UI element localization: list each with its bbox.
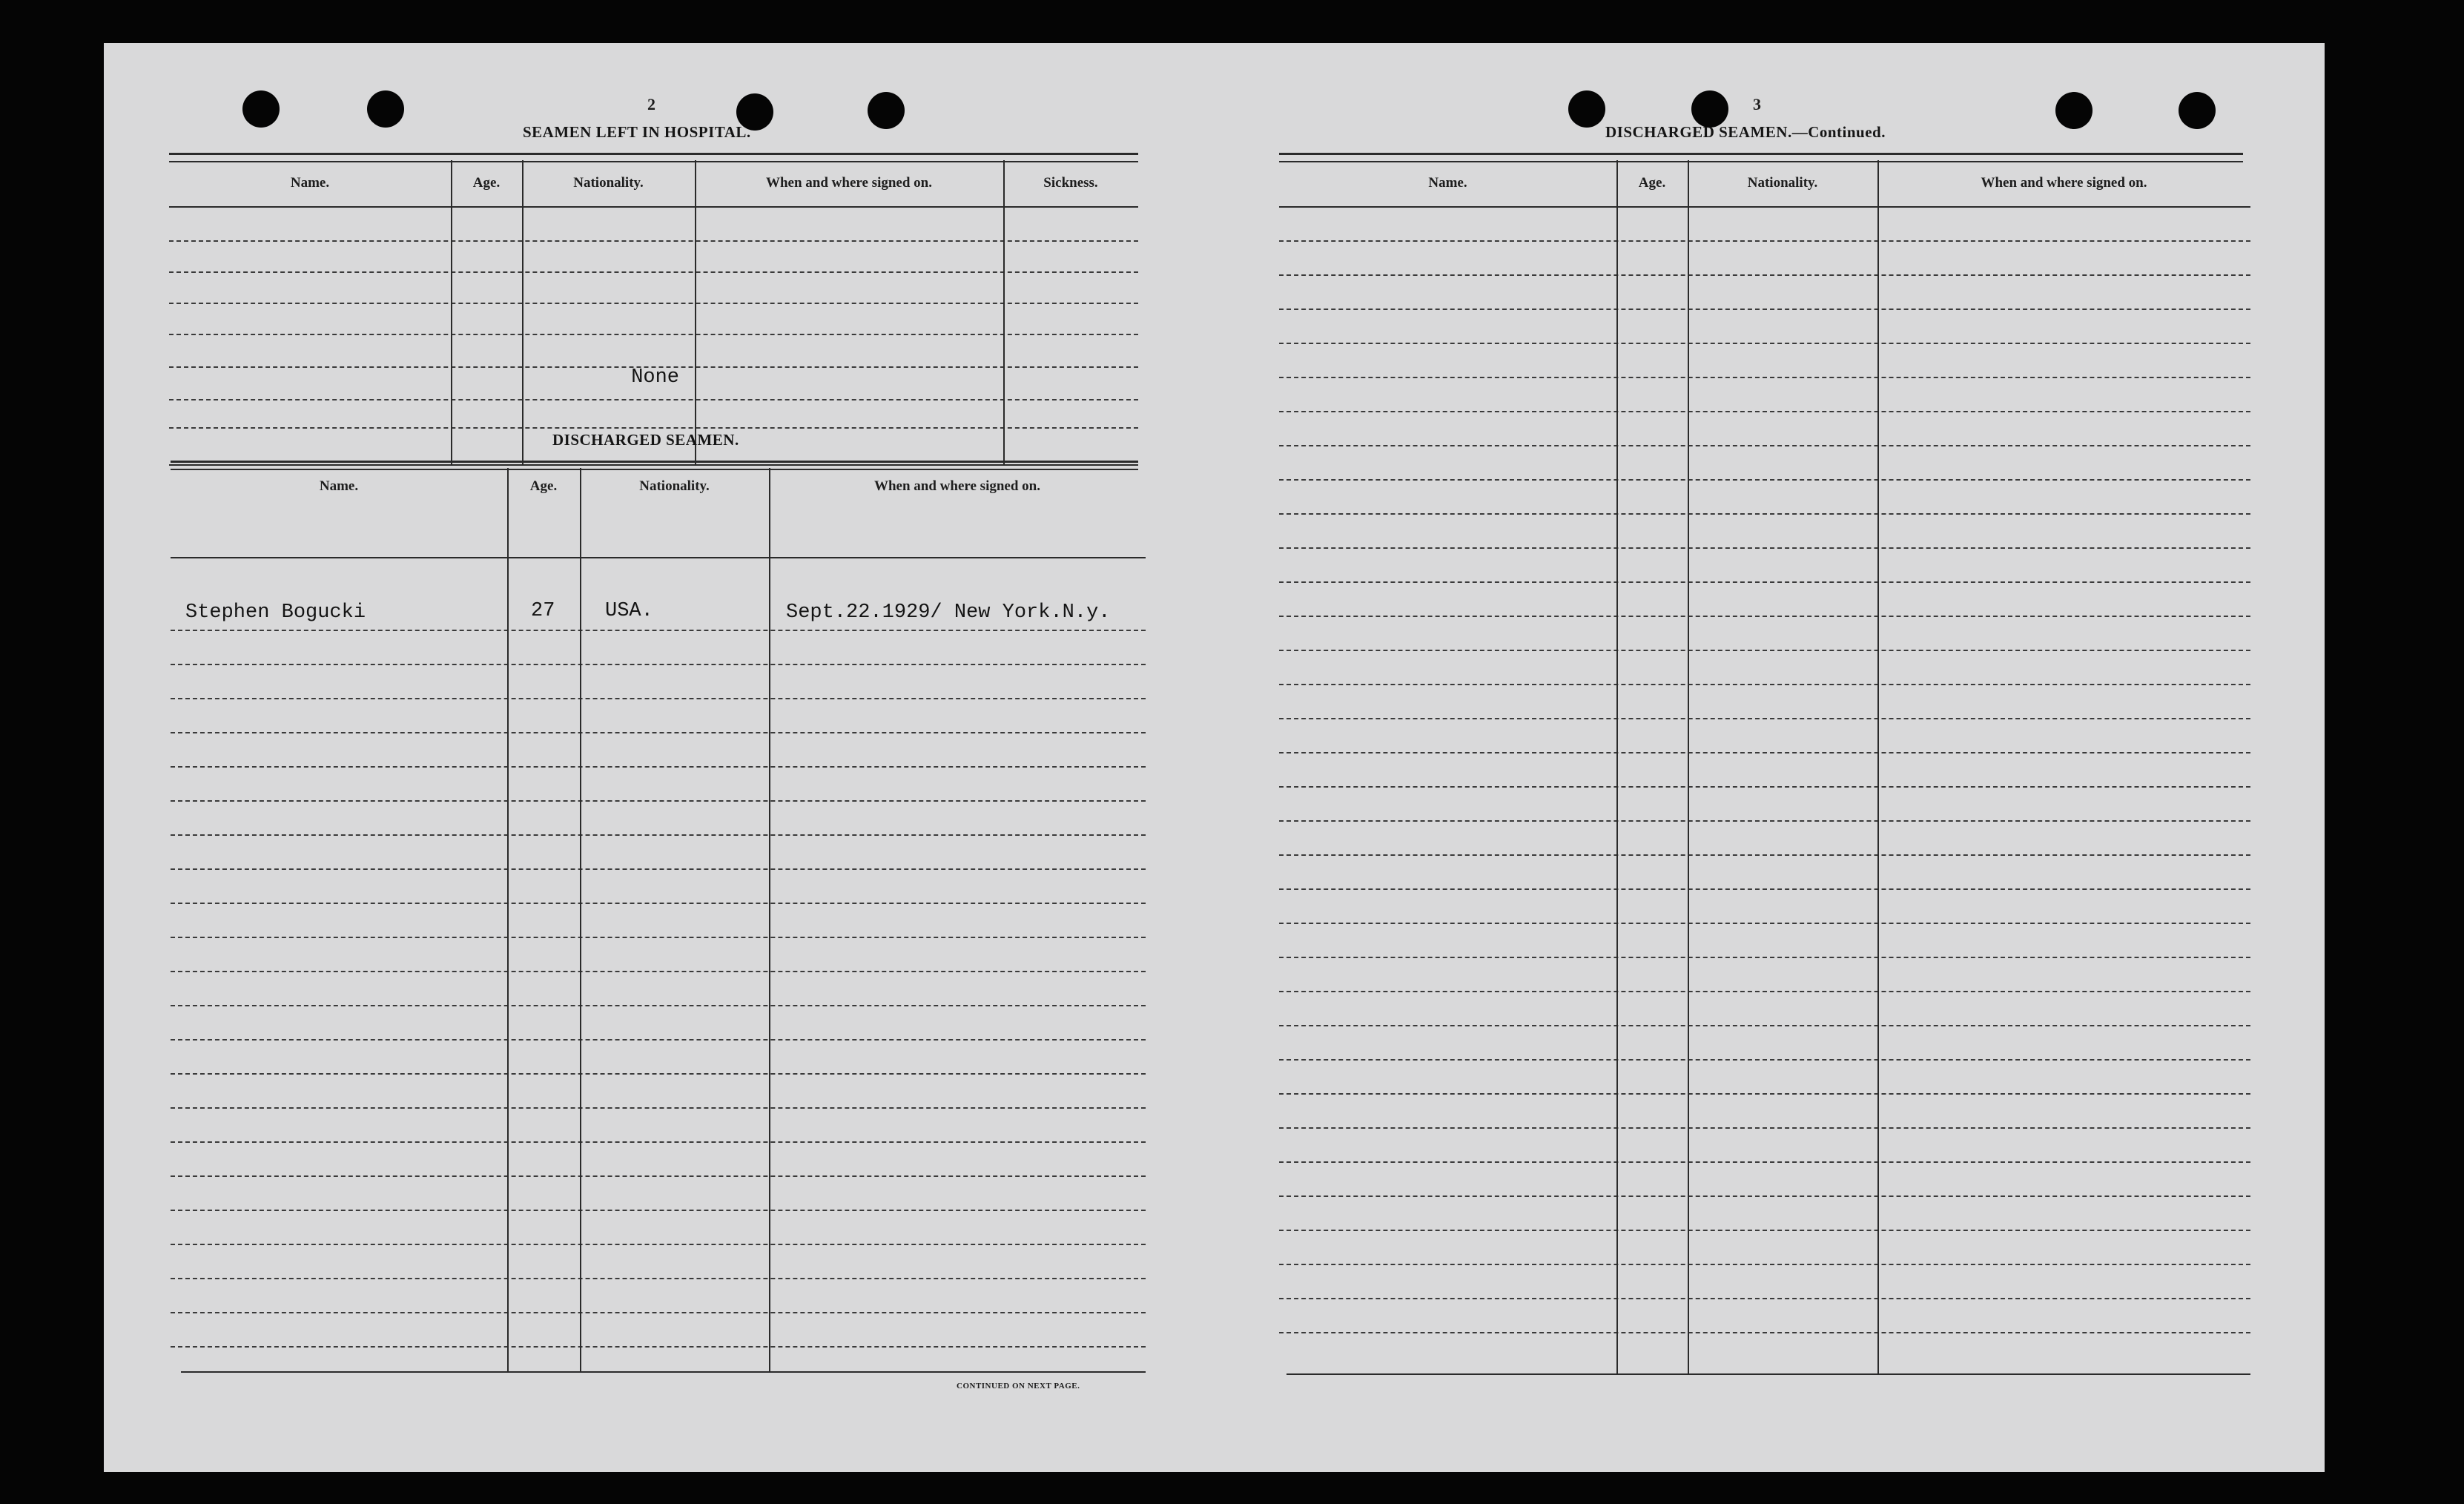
ruled-line <box>171 1210 1146 1211</box>
ruled-line <box>1279 513 2250 515</box>
continued-table <box>1279 160 2250 1380</box>
column-divider <box>580 468 581 1371</box>
hospital-header-sickness: Sickness. <box>1043 175 1098 191</box>
ruled-line <box>169 399 1138 400</box>
column-divider <box>769 468 770 1371</box>
discharged-bottom-rule <box>181 1371 1146 1373</box>
column-divider <box>695 160 696 464</box>
ruled-line <box>171 1346 1146 1348</box>
hospital-header-nationality: Nationality. <box>573 175 644 191</box>
ruled-line <box>1279 581 2250 583</box>
continued-header-rule <box>1279 206 2250 208</box>
seaman-age: 27 <box>531 600 555 622</box>
continued-header-nationality: Nationality. <box>1747 175 1818 191</box>
ruled-line <box>171 868 1146 870</box>
ruled-line <box>1279 479 2250 481</box>
discharged-header-age: Age. <box>529 478 558 494</box>
seaman-name: Stephen Bogucki <box>185 601 366 624</box>
punch-hole <box>1568 90 1605 128</box>
ruled-line <box>171 1039 1146 1040</box>
discharged-table <box>171 468 1146 1380</box>
column-divider <box>451 160 452 464</box>
ruled-line <box>171 1107 1146 1109</box>
ruled-line <box>171 1073 1146 1075</box>
hospital-section-title: SEAMEN LEFT IN HOSPITAL. <box>523 123 751 141</box>
continued-header-name: Name. <box>1428 175 1467 191</box>
punch-hole <box>868 92 905 129</box>
ruled-line <box>171 664 1146 665</box>
continued-header-signed-on: When and where signed on. <box>1981 175 2147 191</box>
ruled-line <box>1279 1298 2250 1299</box>
ruled-line <box>1279 786 2250 788</box>
ruled-line <box>1279 1195 2250 1197</box>
ruled-line <box>169 427 1138 429</box>
ruled-line <box>1279 820 2250 822</box>
hospital-header-name: Name. <box>290 175 330 191</box>
ruled-line <box>169 334 1138 335</box>
ruled-line <box>171 1244 1146 1245</box>
ruled-line <box>1279 240 2250 242</box>
ruled-line <box>1279 411 2250 412</box>
right-section-title: DISCHARGED SEAMEN.—Continued. <box>1605 123 1886 141</box>
ruled-line <box>1279 650 2250 651</box>
ruled-line <box>1279 1264 2250 1265</box>
ruled-line <box>1279 1025 2250 1026</box>
ruled-line <box>171 630 1146 631</box>
column-divider <box>1616 160 1618 1373</box>
punch-hole <box>2055 92 2093 129</box>
punch-hole <box>2179 92 2216 129</box>
ruled-line <box>171 971 1146 972</box>
left-page-number: 2 <box>647 95 655 113</box>
hospital-header-age: Age. <box>472 175 501 191</box>
punch-hole <box>367 90 404 128</box>
ruled-line <box>171 1141 1146 1143</box>
continued-header-age: Age. <box>1638 175 1666 191</box>
hospital-header-rule <box>169 206 1138 208</box>
ruled-line <box>171 903 1146 904</box>
ruled-line <box>1279 957 2250 958</box>
ruled-line <box>171 1005 1146 1006</box>
ruled-line <box>171 834 1146 836</box>
discharged-header-nationality: Nationality. <box>639 478 710 494</box>
ruled-line <box>1279 1093 2250 1095</box>
column-divider <box>1688 160 1689 1373</box>
ruled-line <box>1279 309 2250 310</box>
ruled-line <box>1279 718 2250 719</box>
ruled-line <box>1279 1059 2250 1061</box>
document-page <box>104 43 2325 1472</box>
discharged-header-name: Name. <box>319 478 359 494</box>
ruled-line <box>169 271 1138 273</box>
ruled-line <box>1279 274 2250 276</box>
ruled-line <box>1279 888 2250 890</box>
ruled-line <box>1279 547 2250 549</box>
column-divider <box>522 160 523 464</box>
ruled-line <box>1279 377 2250 378</box>
column-divider <box>1877 160 1879 1373</box>
punch-hole <box>1691 90 1728 128</box>
discharged-section-title: DISCHARGED SEAMEN. <box>552 431 739 449</box>
ruled-line <box>1279 923 2250 924</box>
ruled-line <box>171 1312 1146 1313</box>
ruled-line <box>171 698 1146 699</box>
ruled-line <box>1279 1127 2250 1129</box>
ruled-line <box>1279 684 2250 685</box>
column-divider <box>1003 160 1005 464</box>
ruled-line <box>171 937 1146 938</box>
ruled-line <box>1279 1230 2250 1231</box>
ruled-line <box>1279 343 2250 344</box>
ruled-line <box>1279 854 2250 856</box>
seaman-nationality: USA. <box>605 600 653 622</box>
hospital-header-signed-on: When and where signed on. <box>765 175 932 191</box>
right-page-number: 3 <box>1753 95 1761 113</box>
hospital-none-entry: None <box>631 366 679 389</box>
ruled-line <box>171 800 1146 802</box>
ruled-line <box>1279 616 2250 617</box>
continued-bottom-rule <box>1287 1373 2250 1375</box>
discharged-header-signed-on: When and where signed on. <box>873 478 1040 494</box>
ruled-line <box>171 1175 1146 1177</box>
ruled-line <box>171 1278 1146 1279</box>
ruled-line <box>1279 1332 2250 1333</box>
punch-hole <box>242 90 280 128</box>
ruled-line <box>1279 991 2250 992</box>
ruled-line <box>1279 752 2250 753</box>
ruled-line <box>171 732 1146 733</box>
discharged-header-rule <box>171 557 1146 558</box>
ruled-line <box>1279 445 2250 446</box>
ruled-line <box>171 766 1146 768</box>
hospital-table <box>169 160 1138 470</box>
continued-footer: CONTINUED ON NEXT PAGE. <box>957 1382 1080 1391</box>
ruled-line <box>169 303 1138 304</box>
seaman-signed-on: Sept.22.1929/ New York.N.y. <box>786 601 1111 624</box>
ruled-line <box>1279 1161 2250 1163</box>
column-divider <box>507 468 509 1371</box>
ruled-line <box>169 240 1138 242</box>
